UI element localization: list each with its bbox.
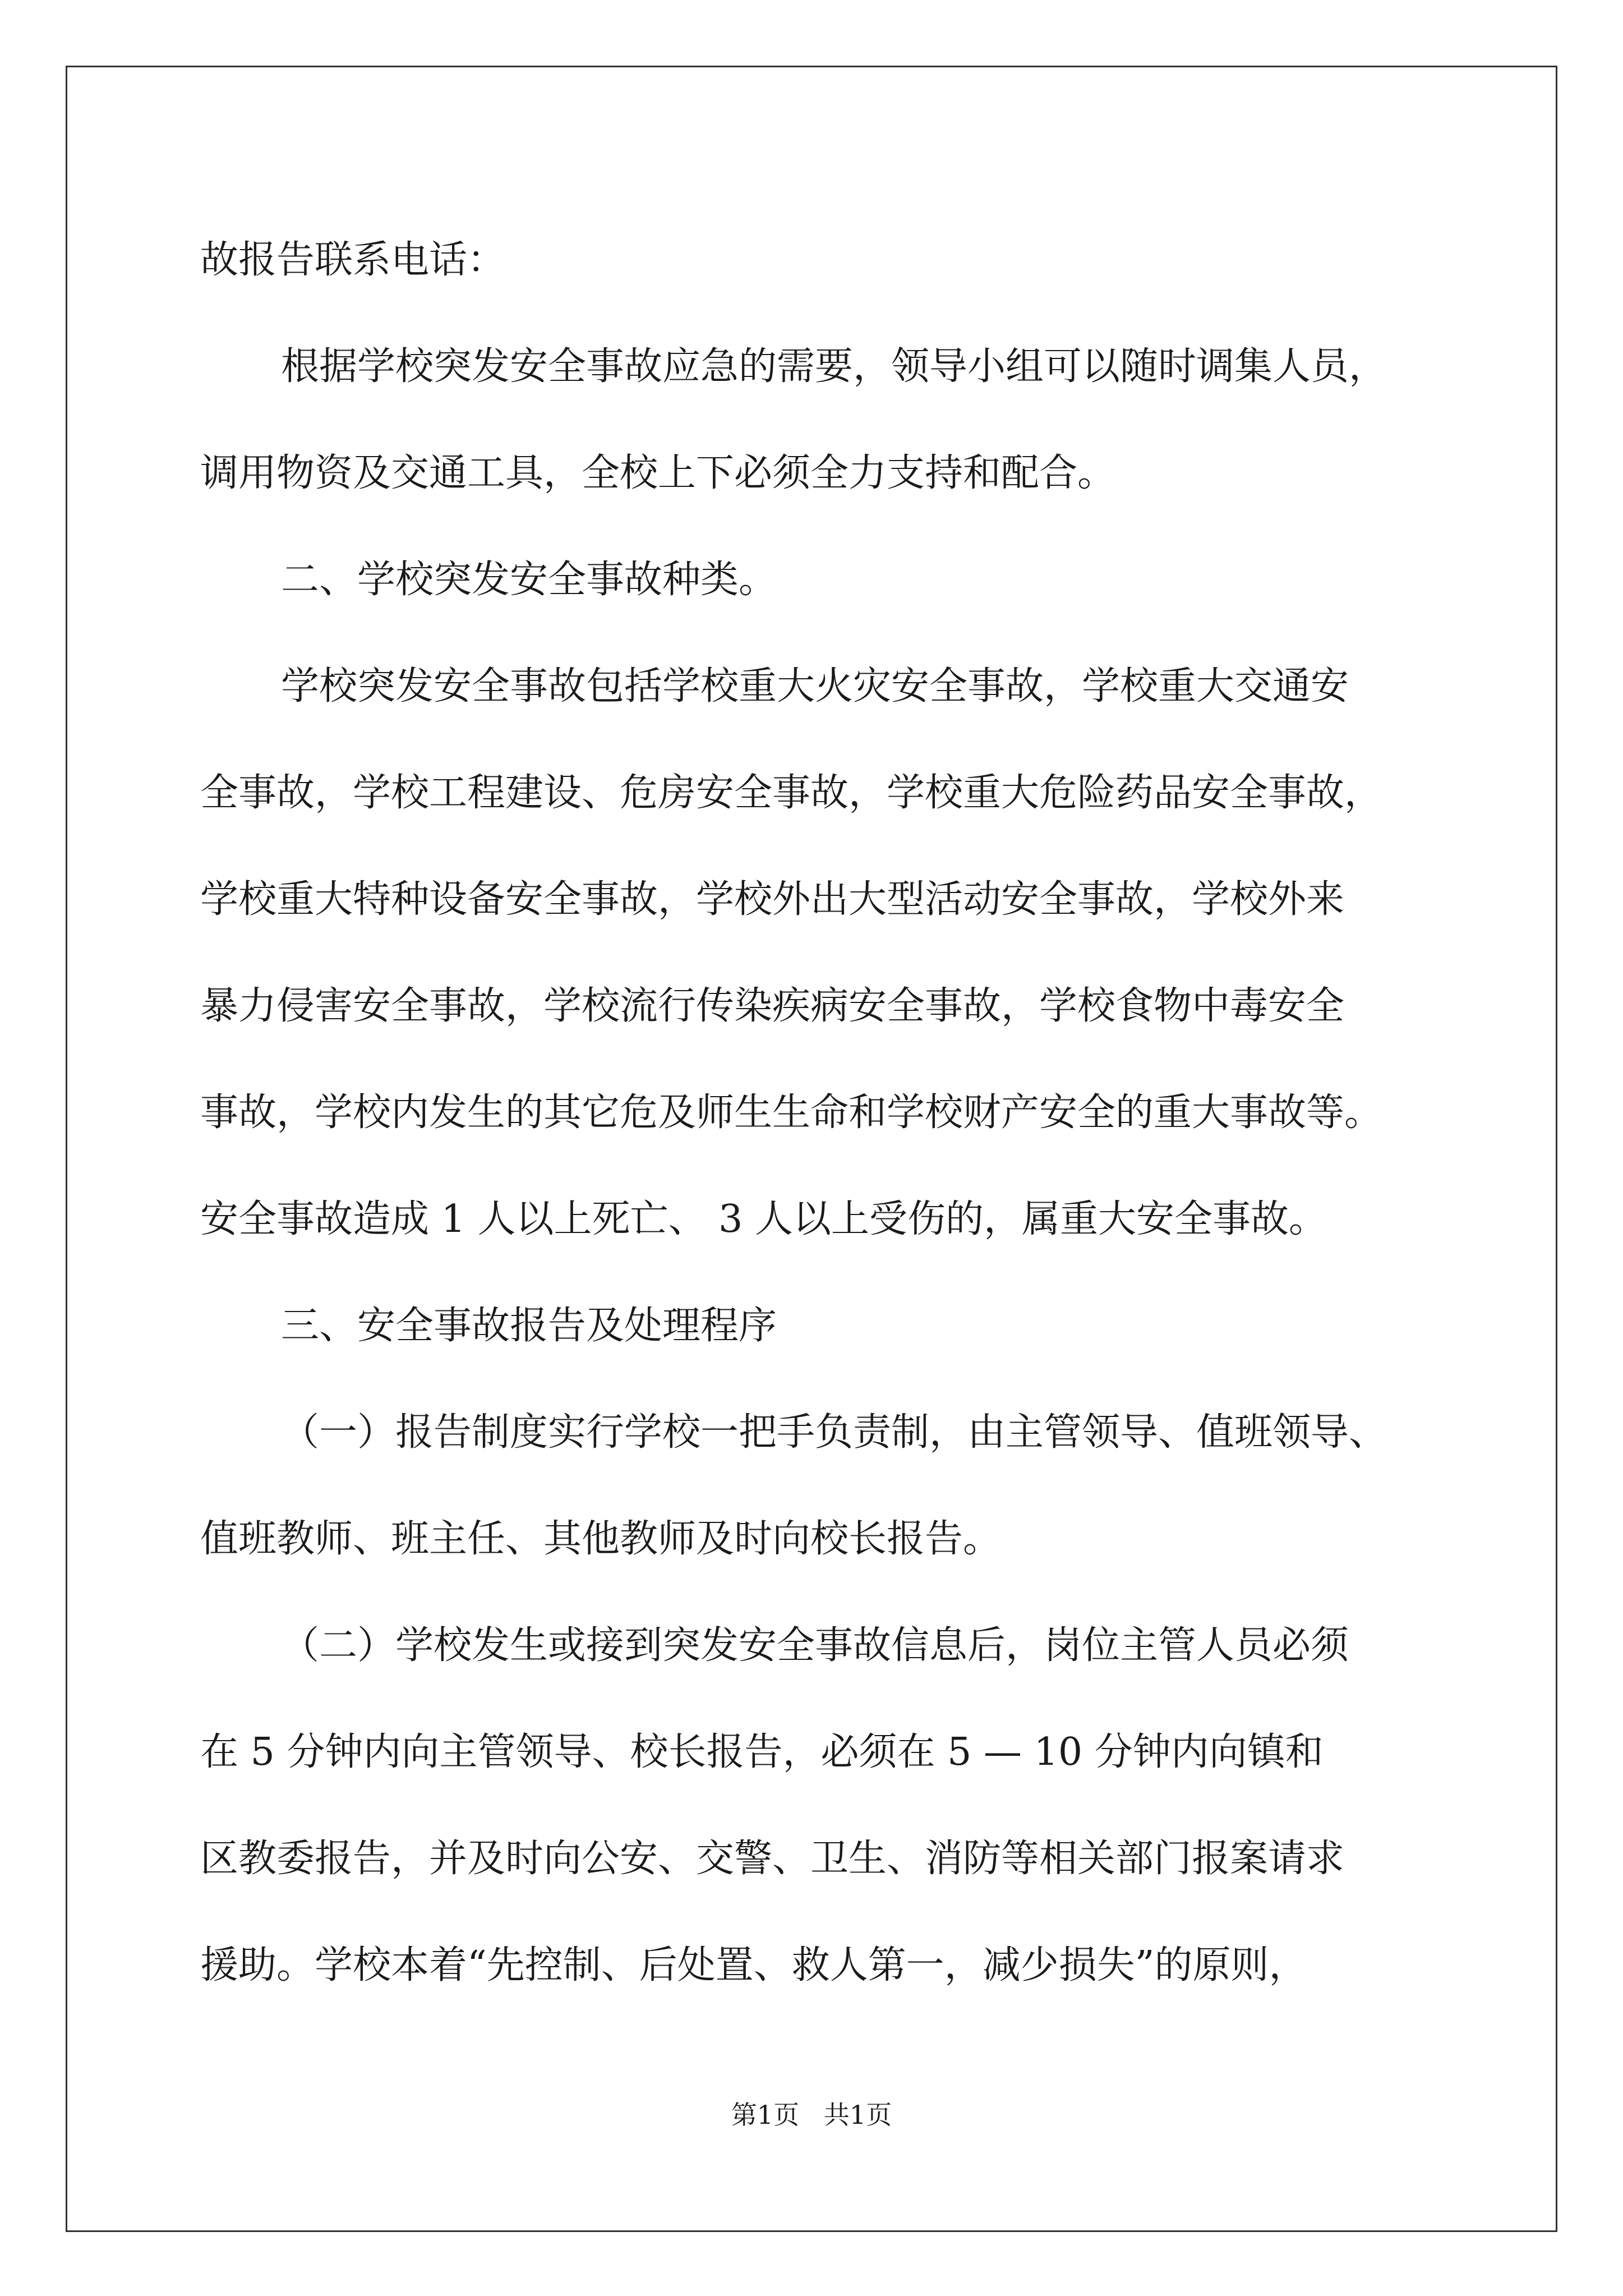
document-body (200, 207, 1434, 2019)
page-number-footer: 第1页 共1页 (731, 2100, 892, 2130)
text-line: 学校突发安全事故包括学校重大火灾安全事故，学校重大交通安 (281, 664, 1349, 708)
text-line: 根据学校突发安全事故应急的需要，领导小组可以随时调集人员， (281, 344, 1387, 389)
text-line: 全事故，学校工程建设、危房安全事故，学校重大危险药品安全事故， (200, 771, 1383, 815)
text-line: 学校重大特种设备安全事故，学校外出大型活动安全事故，学校外来 (200, 877, 1345, 922)
text-line: 在 5 分钟内向主管领导、校长报告，必须在 5 — 10 分钟内向镇和 (200, 1730, 1324, 1774)
text-line: 事故，学校内发生的其它危及师生生命和学校财产安全的重大事故等。 (200, 1091, 1383, 1135)
text-line: 故报告联系电话： (200, 238, 506, 282)
text-line: 区教委报告，并及时向公安、交警、卫生、消防等相关部门报案请求 (200, 1837, 1345, 1881)
text-line: 值班教师、班主任、其他教师及时向校长报告。 (200, 1517, 1002, 1561)
text-line: 暴力侵害安全事故，学校流行传染疾病安全事故，学校食物中毒安全 (200, 984, 1345, 1028)
section-heading: 二、学校突发安全事故种类。 (281, 558, 777, 602)
text-line: （二）学校发生或接到突发安全事故信息后，岗位主管人员必须 (281, 1623, 1349, 1668)
text-line: 调用物资及交通工具，全校上下必须全力支持和配合。 (200, 451, 1116, 495)
text-line: 援助。学校本着“先控制、后处置、救人第一，减少损失”的原则， (200, 1943, 1307, 1987)
section-heading: 三、安全事故报告及处理程序 (281, 1304, 777, 1348)
text-line: 安全事故造成 1 人以上死亡、 3 人以上受伤的，属重大安全事故。 (200, 1197, 1327, 1241)
text-line: （一）报告制度实行学校一把手负责制，由主管领导、值班领导、 (281, 1410, 1387, 1455)
